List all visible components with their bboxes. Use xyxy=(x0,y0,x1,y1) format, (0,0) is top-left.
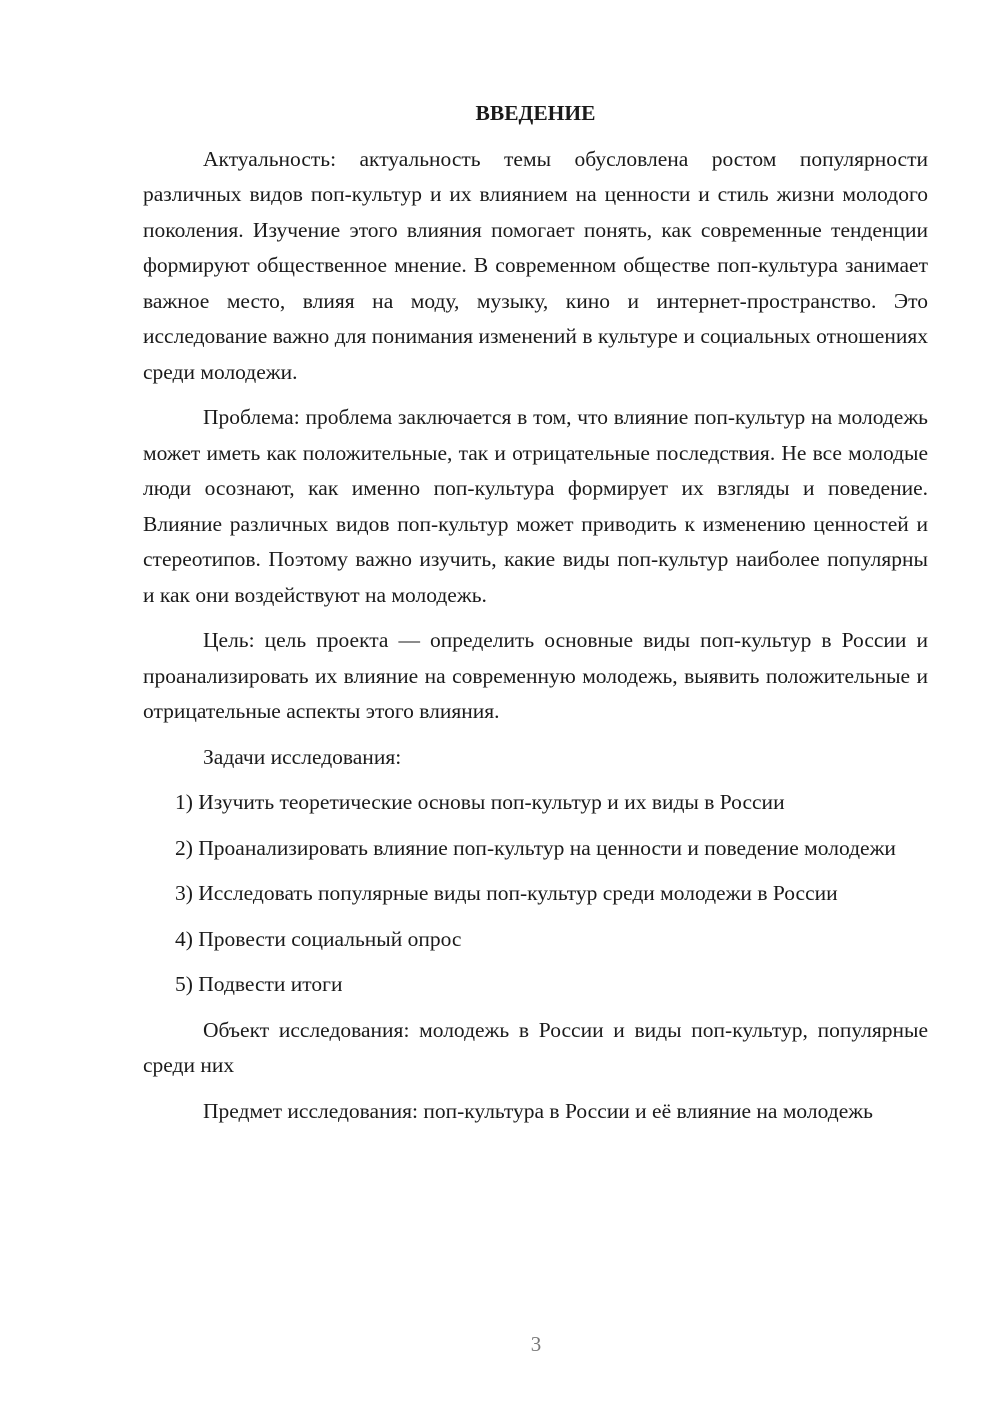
page-content xyxy=(143,96,928,1139)
task-item-3: 3) Исследовать популярные виды поп-культур среди молодежи в России xyxy=(175,881,838,905)
task-item-2: 2) Проанализировать влияние поп-культур на ценности и поведение молодежи xyxy=(175,835,896,860)
task-item-1: 1) Изучить теоретические основы поп-культур и их виды в России xyxy=(175,790,785,814)
paragraph-subject: Предмет исследования: поп-культура в России и её влияние на молодежь xyxy=(203,1098,873,1123)
paragraph-object: Объект исследования: молодежь в России и виды поп-культур, популярные среди них xyxy=(143,1017,928,1077)
tasks-heading: Задачи исследования: xyxy=(203,744,402,769)
task-item-5: 5) Подвести итоги xyxy=(175,972,343,996)
page-number: 3 xyxy=(530,1332,542,1356)
task-item-4: 4) Провести социальный опрос xyxy=(175,926,462,951)
section-heading: ВВЕДЕНИЕ xyxy=(475,101,596,125)
paragraph-relevance: Актуальность: актуальность темы обусловлена ростом популярности различных видов поп-культур и их влиянием на ценности и стиль жизни молодого поколения. Изучение этого влияния помогает понять, как современные тенденции формируют общественное мнение. В современном обществе поп-культура занимает важное место, влияя на моду, музыку, кино и интернет-пространство. Это исследование важно для понимания изменений в культуре и социальных отношениях среди молодежи. xyxy=(143,146,928,384)
paragraph-goal: Цель: цель проекта — определить основные виды поп-культур в России и проанализировать их влияние на современную молодежь, выявить положительные и отрицательные аспекты этого влияния. xyxy=(143,628,928,723)
paragraph-problem: Проблема: проблема заключается в том, что влияние поп-культур на молодежь может иметь как положительные, так и отрицательные последствия. Не все молодые люди осознают, как именно поп-культура формирует их взгляды и поведение. Влияние различных видов поп-культур может приводить к изменению ценностей и стереотипов. Поэтому важно изучить, какие виды поп-культур наиболее популярны и как они воздействуют на молодежь. xyxy=(143,405,928,607)
